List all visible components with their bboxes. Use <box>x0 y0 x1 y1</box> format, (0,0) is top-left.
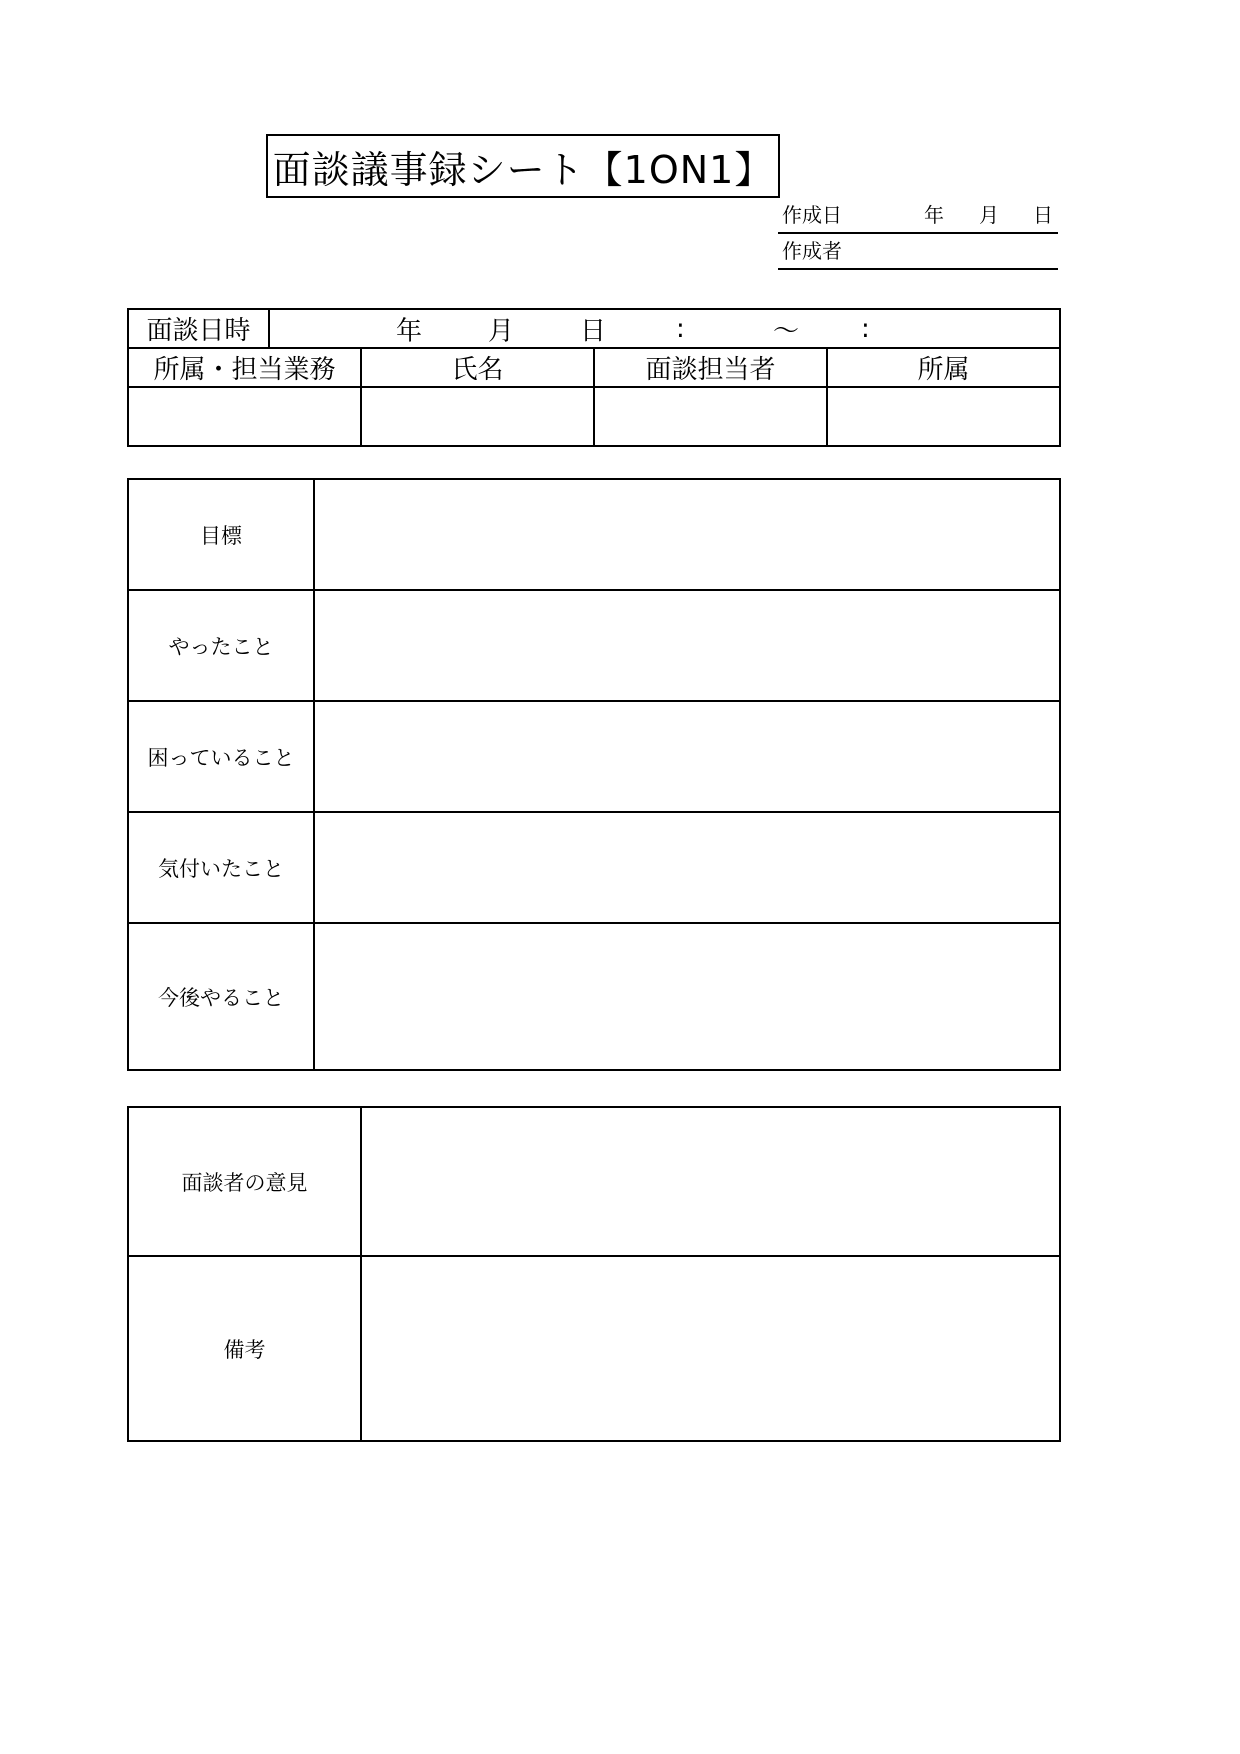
noticed-input[interactable] <box>314 812 1060 923</box>
progress-table <box>127 478 1061 1071</box>
interviewer-input[interactable] <box>594 387 827 446</box>
interview-info-table <box>127 308 1061 447</box>
col-header-affiliation: 所属 <box>827 348 1060 387</box>
remarks-label: 備考 <box>128 1256 361 1441</box>
next-actions-label: 今後やること <box>128 923 314 1070</box>
datetime-colon-end: : <box>861 313 870 344</box>
noticed-label: 気付いたこと <box>128 812 314 923</box>
troubles-label: 困っていること <box>128 701 314 812</box>
datetime-colon-start: : <box>676 313 685 344</box>
datetime-day-label: 日 <box>580 316 607 346</box>
goal-input[interactable] <box>314 479 1060 590</box>
col-header-affiliation-duty: 所属・担当業務 <box>128 348 361 387</box>
troubles-input[interactable] <box>314 701 1060 812</box>
datetime-tilde: ～ <box>773 316 800 346</box>
affiliation-duty-input[interactable] <box>128 387 361 446</box>
done-input[interactable] <box>314 590 1060 701</box>
remarks-input[interactable] <box>361 1256 1060 1441</box>
interviewer-opinion-input[interactable] <box>361 1107 1060 1256</box>
goal-label: 目標 <box>128 479 314 590</box>
col-header-interviewer: 面談担当者 <box>594 348 827 387</box>
created-date-row <box>778 200 1058 234</box>
datetime-label: 面談日時 <box>128 309 269 348</box>
created-date-label: 作成日 <box>782 203 842 227</box>
next-actions-input[interactable] <box>314 923 1060 1070</box>
affiliation-input[interactable] <box>827 387 1060 446</box>
datetime-year-label: 年 <box>396 316 423 346</box>
opinion-table <box>127 1106 1061 1442</box>
document-title: 面談議事録シート【1ON1】 <box>266 134 780 198</box>
done-label: やったこと <box>128 590 314 701</box>
datetime-month-label: 月 <box>488 316 515 346</box>
datetime-field[interactable] <box>269 309 1060 348</box>
interviewer-opinion-label: 面談者の意見 <box>128 1107 361 1256</box>
created-day-label: 日 <box>1033 203 1053 227</box>
name-input[interactable] <box>361 387 594 446</box>
creator-row <box>778 236 1058 270</box>
created-month-label: 月 <box>979 203 999 227</box>
created-year-label: 年 <box>924 203 944 227</box>
col-header-name: 氏名 <box>361 348 594 387</box>
creator-label: 作成者 <box>782 239 842 263</box>
